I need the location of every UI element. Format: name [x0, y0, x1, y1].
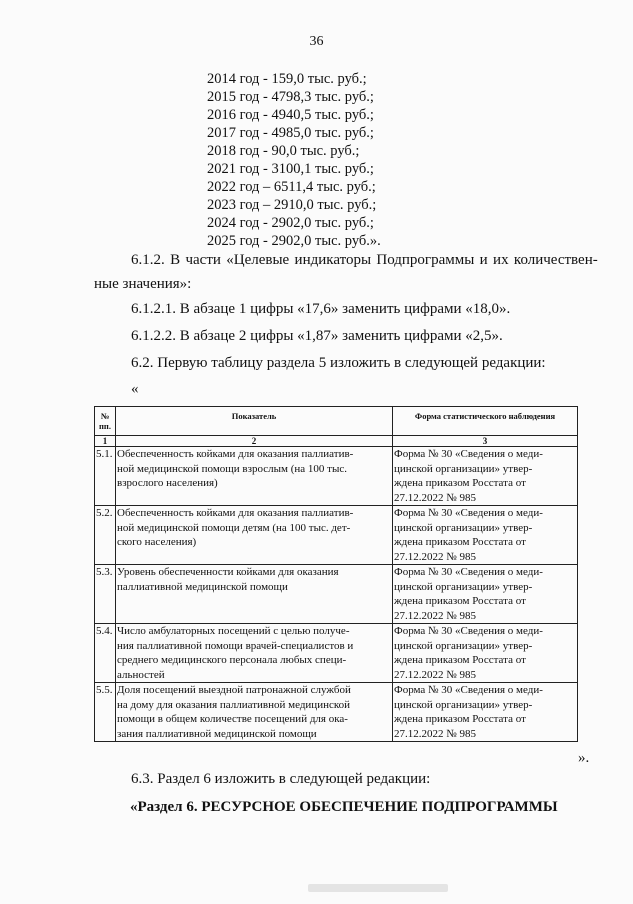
- indicator-cell: [116, 624, 393, 683]
- funding-line: 2022 год – 6511,4 тыс. руб.;: [207, 179, 376, 195]
- table-row: [95, 565, 578, 624]
- paragraph-6-1-2-2: 6.1.2.2. В абзаце 2 цифры «1,87» заменить цифрами «2,5».: [131, 328, 503, 344]
- cell-line: Число амбулаторных посещений с целью получе-: [117, 625, 350, 637]
- column-number: 2: [116, 436, 393, 447]
- table-row: [95, 624, 578, 683]
- cell-line: 27.12.2022 № 985: [394, 609, 476, 622]
- table-row: [95, 683, 578, 742]
- scan-artifact: [308, 884, 448, 892]
- funding-line: 2023 год – 2910,0 тыс. руб.;: [207, 197, 377, 213]
- column-number: 3: [393, 436, 578, 447]
- cell-line: Форма № 30 «Сведения о меди-: [394, 684, 543, 696]
- table-row: [95, 506, 578, 565]
- header-no: [95, 407, 116, 436]
- section-heading: «Раздел 6. РЕСУРСНОЕ ОБЕСПЕЧЕНИЕ ПОДПРОГРАММЫ: [130, 799, 558, 815]
- header-form: Форма статистического наблюдения: [393, 407, 578, 436]
- cell-line: Уровень обеспеченности койками для оказания: [117, 566, 339, 578]
- funding-line: 2025 год - 2902,0 тыс. руб.».: [207, 233, 381, 249]
- funding-line: 2021 год - 3100,1 тыс. руб.;: [207, 161, 374, 177]
- paragraph-6-3: 6.3. Раздел 6 изложить в следующей редакции:: [131, 771, 431, 787]
- cell-line: среднего медицинского персонала любых специ-: [117, 654, 347, 666]
- paragraph-6-2: 6.2. Первую таблицу раздела 5 изложить в следующей редакции:: [131, 355, 546, 371]
- cell-line: Обеспеченность койками для оказания паллиатив-: [117, 507, 354, 519]
- cell-line: 27.12.2022 № 985: [394, 727, 476, 740]
- indicator-cell: [116, 565, 393, 624]
- column-number-row: [95, 436, 578, 447]
- indicator-cell: [116, 447, 393, 506]
- cell-line: ния паллиативной помощи врачей-специалистов и: [117, 639, 354, 652]
- cell-line: ждена приказом Росстата от: [394, 477, 526, 489]
- open-quote: «: [131, 381, 139, 397]
- cell-line: помощи в общем количестве посещений для ока-: [117, 713, 348, 725]
- cell-line: зания паллиативной медицинской помощи: [117, 727, 317, 740]
- page-number: 36: [309, 34, 324, 49]
- header-indicator: Показатель: [116, 407, 393, 436]
- table-row: [95, 447, 578, 506]
- row-number: 5.3.: [95, 565, 116, 624]
- indicator-cell: [116, 683, 393, 742]
- indicator-cell: [116, 506, 393, 565]
- funding-line: 2018 год - 90,0 тыс. руб.;: [207, 143, 360, 159]
- row-number: 5.5.: [95, 683, 116, 742]
- funding-line: 2015 год - 4798,3 тыс. руб.;: [207, 89, 374, 105]
- cell-line: цинской организации» утвер-: [394, 639, 533, 652]
- cell-line: цинской организации» утвер-: [394, 698, 533, 711]
- cell-line: на дому для оказания паллиативной медицинской: [117, 698, 351, 711]
- cell-line: ждена приказом Росстата от: [394, 536, 526, 548]
- cell-line: Форма № 30 «Сведения о меди-: [394, 507, 543, 519]
- funding-line: 2017 год - 4985,0 тыс. руб.;: [207, 125, 374, 141]
- cell-line: ждена приказом Росстата от: [394, 654, 526, 666]
- cell-line: ной медицинской помощи детям (на 100 тыс. дет-: [117, 521, 351, 534]
- funding-line: 2024 год - 2902,0 тыс. руб.;: [207, 215, 374, 231]
- row-number: 5.1.: [95, 447, 116, 506]
- row-number: 5.2.: [95, 506, 116, 565]
- funding-line: 2016 год - 4940,5 тыс. руб.;: [207, 107, 374, 123]
- cell-line: Доля посещений выездной патронажной службой: [117, 684, 351, 696]
- cell-line: Форма № 30 «Сведения о меди-: [394, 448, 543, 460]
- cell-line: паллиативной медицинской помощи: [117, 580, 288, 593]
- row-number: 5.4.: [95, 624, 116, 683]
- form-cell: [393, 624, 578, 683]
- cell-line: взрослого населения): [117, 477, 218, 489]
- close-quote: ».: [578, 750, 590, 766]
- paragraph-6-1-2-line2: ные значения»:: [94, 276, 192, 292]
- paragraph-6-1-2-1: 6.1.2.1. В абзаце 1 цифры «17,6» заменить цифрами «18,0».: [131, 301, 511, 317]
- form-cell: [393, 506, 578, 565]
- cell-line: ждена приказом Росстата от: [394, 595, 526, 607]
- cell-line: Форма № 30 «Сведения о меди-: [394, 625, 543, 637]
- cell-line: 27.12.2022 № 985: [394, 550, 476, 563]
- header-no-symbol: №: [100, 411, 110, 421]
- cell-line: цинской организации» утвер-: [394, 521, 533, 534]
- cell-line: альностей: [117, 668, 165, 681]
- cell-line: цинской организации» утвер-: [394, 462, 533, 475]
- header-no-abbr: пп.: [99, 421, 111, 431]
- cell-line: Форма № 30 «Сведения о меди-: [394, 566, 543, 578]
- table-header-row: [95, 407, 578, 436]
- funding-line: 2014 год - 159,0 тыс. руб.;: [207, 71, 367, 87]
- column-number: 1: [95, 436, 116, 447]
- indicators-table: [94, 406, 578, 742]
- cell-line: 27.12.2022 № 985: [394, 491, 476, 504]
- cell-line: Обеспеченность койками для оказания паллиатив-: [117, 448, 354, 460]
- cell-line: 27.12.2022 № 985: [394, 668, 476, 681]
- cell-line: цинской организации» утвер-: [394, 580, 533, 593]
- funding-list: [207, 70, 381, 250]
- cell-line: ной медицинской помощи взрослым (на 100 тыс.: [117, 462, 347, 475]
- cell-line: ского населения): [117, 536, 197, 548]
- form-cell: [393, 683, 578, 742]
- form-cell: [393, 447, 578, 506]
- paragraph-6-1-2-line1: 6.1.2. В части «Целевые индикаторы Подпрограммы и их количествен-: [131, 252, 598, 268]
- form-cell: [393, 565, 578, 624]
- cell-line: ждена приказом Росстата от: [394, 713, 526, 725]
